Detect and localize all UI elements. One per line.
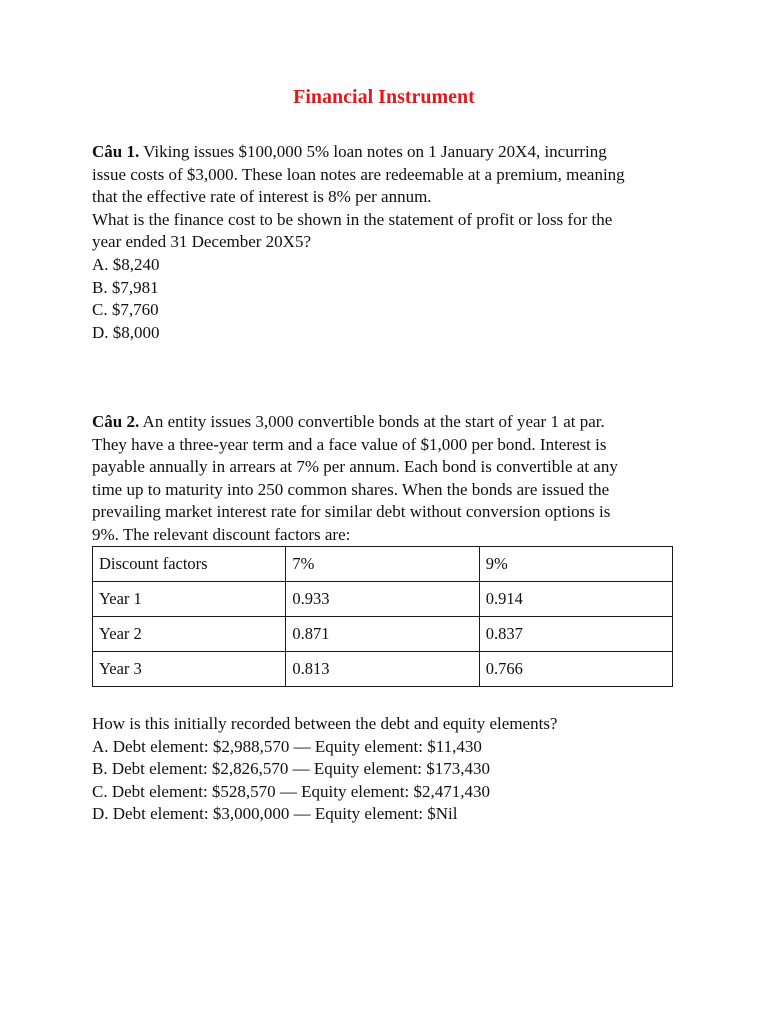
table-row xyxy=(93,652,673,687)
question-2 xyxy=(92,411,682,547)
question-1-line-5: year ended 31 December 20X5? xyxy=(92,232,312,252)
question-1-line-3: that the effective rate of interest is 8% per annum. xyxy=(92,187,432,207)
question-2-option-d: D. Debt element: $3,000,000 — Equity element: $Nil xyxy=(92,804,458,824)
question-2-prompt: How is this initially recorded between the debt and equity elements? xyxy=(92,714,558,733)
table-header-row xyxy=(93,547,673,582)
table-cell: 0.813 xyxy=(286,652,479,687)
table-cell: Year 2 xyxy=(93,617,286,652)
question-2-line-6: 9%. The relevant discount factors are: xyxy=(92,524,351,544)
question-1-line-1: Câu 1. Viking issues $100,000 5% loan notes on 1 January 20X4, incurring xyxy=(92,142,607,161)
question-1-option-b: B. $7,981 xyxy=(92,277,159,297)
table-header-cell: 7% xyxy=(286,547,479,582)
question-2-option-c: C. Debt element: $528,570 — Equity element: $2,471,430 xyxy=(92,781,491,801)
table-cell: 0.933 xyxy=(286,582,479,617)
question-2-line-1: Câu 2. An entity issues 3,000 convertible bonds at the start of year 1 at par. xyxy=(92,412,605,431)
table-cell: Year 3 xyxy=(93,652,286,687)
discount-factors-table xyxy=(92,546,673,687)
question-2-option-b: B. Debt element: $2,826,570 — Equity element: $173,430 xyxy=(92,759,491,779)
table-cell: Year 1 xyxy=(93,582,286,617)
question-1-label: Câu 1. xyxy=(92,142,140,161)
table-cell: 0.766 xyxy=(479,652,672,687)
table-header-cell: Discount factors xyxy=(93,547,286,582)
question-2-line-2: They have a three-year term and a face value of $1,000 per bond. Interest is xyxy=(92,434,607,454)
table-row xyxy=(93,582,673,617)
question-2-answers xyxy=(92,713,682,826)
question-2-label: Câu 2. xyxy=(92,412,140,431)
question-2-line-5: prevailing market interest rate for similar debt without conversion options is xyxy=(92,502,611,522)
question-1 xyxy=(92,141,682,344)
table-row xyxy=(93,617,673,652)
question-2-line-4: time up to maturity into 250 common shares. When the bonds are issued the xyxy=(92,479,610,499)
question-1-option-d: D. $8,000 xyxy=(92,322,160,342)
document-title: Financial Instrument xyxy=(293,86,475,108)
question-1-line-2: issue costs of $3,000. These loan notes are redeemable at a premium, meaning xyxy=(92,164,625,184)
question-1-option-a: A. $8,240 xyxy=(92,254,160,274)
question-1-option-c: C. $7,760 xyxy=(92,300,159,320)
table-header-cell: 9% xyxy=(479,547,672,582)
question-1-line-4: What is the finance cost to be shown in the statement of profit or loss for the xyxy=(92,209,613,229)
table-cell: 0.871 xyxy=(286,617,479,652)
table-cell: 0.914 xyxy=(479,582,672,617)
question-2-line-3: payable annually in arrears at 7% per annum. Each bond is convertible at any xyxy=(92,457,618,477)
question-2-option-a: A. Debt element: $2,988,570 — Equity element: $11,430 xyxy=(92,736,482,756)
table-cell: 0.837 xyxy=(479,617,672,652)
